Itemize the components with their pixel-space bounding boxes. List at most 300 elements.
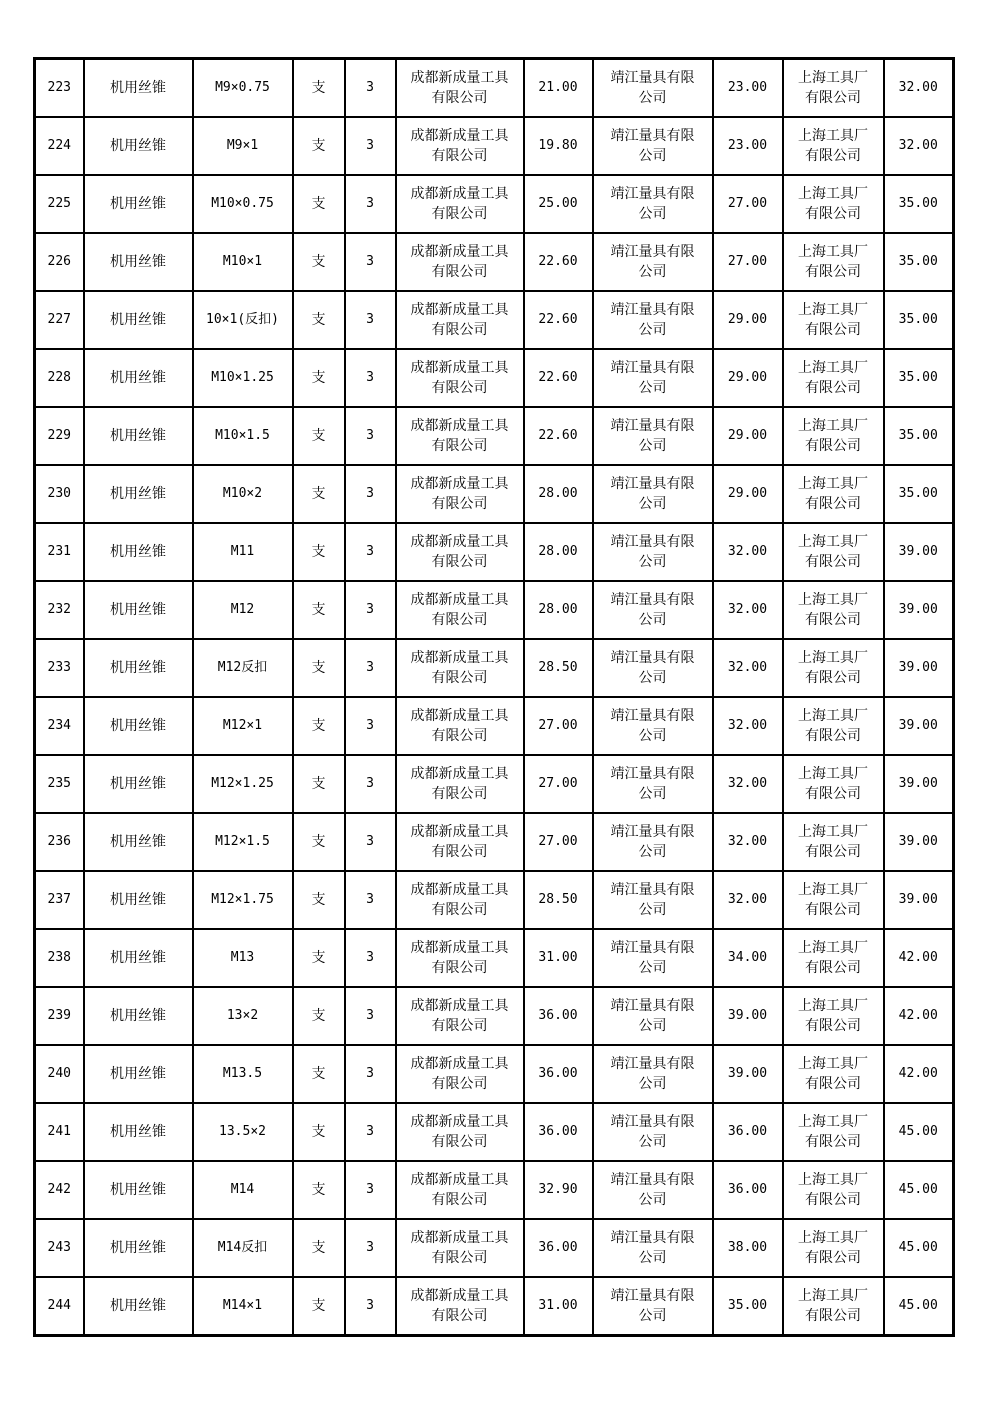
spec-cell: M14 bbox=[193, 1161, 293, 1219]
supplier-3-price-cell: 39.00 bbox=[884, 523, 954, 581]
supplier-3-line1: 上海工具厂 bbox=[798, 1056, 868, 1072]
supplier-3-price-cell: 42.00 bbox=[884, 929, 954, 987]
table-row bbox=[35, 697, 954, 755]
supplier-1-cell bbox=[396, 755, 524, 813]
supplier-2-cell bbox=[593, 1045, 713, 1103]
unit-cell: 支 bbox=[293, 697, 345, 755]
supplier-2-line2: 公司 bbox=[638, 554, 667, 570]
supplier-2-cell bbox=[593, 697, 713, 755]
spec-cell: M13 bbox=[193, 929, 293, 987]
supplier-3-cell bbox=[783, 291, 884, 349]
supplier-3-cell bbox=[783, 349, 884, 407]
supplier-1-price-cell: 31.00 bbox=[524, 929, 593, 987]
supplier-1-cell bbox=[396, 1219, 524, 1277]
supplier-2-cell bbox=[593, 871, 713, 929]
supplier-2-line2: 公司 bbox=[638, 90, 667, 106]
supplier-1-cell bbox=[396, 581, 524, 639]
supplier-1-price-cell: 22.60 bbox=[524, 407, 593, 465]
spec-cell: M9×1 bbox=[193, 117, 293, 175]
item-name-cell: 机用丝锥 bbox=[84, 1277, 193, 1336]
supplier-2-cell bbox=[593, 349, 713, 407]
supplier-2-price-cell: 38.00 bbox=[713, 1219, 783, 1277]
supplier-3-line2: 有限公司 bbox=[805, 1192, 861, 1208]
supplier-1-line1: 成都新成量工具 bbox=[410, 1056, 509, 1072]
supplier-3-cell bbox=[783, 117, 884, 175]
unit-cell: 支 bbox=[293, 465, 345, 523]
supplier-3-line2: 有限公司 bbox=[805, 438, 861, 454]
supplier-3-price-cell: 45.00 bbox=[884, 1103, 954, 1161]
supplier-2-cell bbox=[593, 1277, 713, 1336]
table-row bbox=[35, 349, 954, 407]
quantity-cell: 3 bbox=[345, 349, 396, 407]
supplier-1-cell bbox=[396, 1045, 524, 1103]
unit-cell: 支 bbox=[293, 929, 345, 987]
spec-cell: M10×1 bbox=[193, 233, 293, 291]
supplier-1-price-cell: 36.00 bbox=[524, 1045, 593, 1103]
supplier-3-line1: 上海工具厂 bbox=[798, 476, 868, 492]
supplier-3-cell bbox=[783, 871, 884, 929]
supplier-3-line1: 上海工具厂 bbox=[798, 1114, 868, 1130]
unit-cell: 支 bbox=[293, 117, 345, 175]
row-number-cell: 242 bbox=[35, 1161, 84, 1219]
supplier-1-price-cell: 27.00 bbox=[524, 813, 593, 871]
supplier-3-cell bbox=[783, 1219, 884, 1277]
spec-cell: 13×2 bbox=[193, 987, 293, 1045]
supplier-1-line1: 成都新成量工具 bbox=[410, 708, 509, 724]
supplier-3-line2: 有限公司 bbox=[805, 1250, 861, 1266]
supplier-1-line1: 成都新成量工具 bbox=[410, 1230, 509, 1246]
supplier-1-line1: 成都新成量工具 bbox=[410, 70, 509, 86]
supplier-1-line2: 有限公司 bbox=[431, 1308, 488, 1324]
supplier-1-cell bbox=[396, 1103, 524, 1161]
supplier-2-cell bbox=[593, 1103, 713, 1161]
supplier-2-line2: 公司 bbox=[638, 670, 667, 686]
supplier-2-price-cell: 29.00 bbox=[713, 407, 783, 465]
supplier-2-line2: 公司 bbox=[638, 844, 667, 860]
supplier-3-price-cell: 39.00 bbox=[884, 697, 954, 755]
quantity-cell: 3 bbox=[345, 291, 396, 349]
supplier-2-line1: 靖江量具有限 bbox=[610, 128, 695, 144]
spec-cell: M11 bbox=[193, 523, 293, 581]
supplier-1-line2: 有限公司 bbox=[431, 1134, 488, 1150]
supplier-2-line2: 公司 bbox=[638, 496, 667, 512]
unit-cell: 支 bbox=[293, 813, 345, 871]
supplier-2-line1: 靖江量具有限 bbox=[610, 650, 695, 666]
unit-cell: 支 bbox=[293, 755, 345, 813]
supplier-1-cell bbox=[396, 929, 524, 987]
supplier-1-line1: 成都新成量工具 bbox=[410, 186, 509, 202]
supplier-1-price-cell: 36.00 bbox=[524, 1103, 593, 1161]
supplier-3-line1: 上海工具厂 bbox=[798, 1172, 868, 1188]
supplier-1-price-cell: 22.60 bbox=[524, 349, 593, 407]
supplier-1-line2: 有限公司 bbox=[431, 728, 488, 744]
supplier-2-line1: 靖江量具有限 bbox=[610, 824, 695, 840]
supplier-3-cell bbox=[783, 639, 884, 697]
supplier-1-line1: 成都新成量工具 bbox=[410, 824, 509, 840]
supplier-1-line2: 有限公司 bbox=[431, 380, 488, 396]
supplier-1-line2: 有限公司 bbox=[431, 1250, 488, 1266]
supplier-1-line1: 成都新成量工具 bbox=[410, 534, 509, 550]
supplier-1-cell bbox=[396, 233, 524, 291]
supplier-1-line2: 有限公司 bbox=[431, 1018, 488, 1034]
supplier-3-line2: 有限公司 bbox=[805, 612, 861, 628]
supplier-2-cell bbox=[593, 987, 713, 1045]
supplier-1-line1: 成都新成量工具 bbox=[410, 650, 509, 666]
supplier-1-line2: 有限公司 bbox=[431, 322, 488, 338]
supplier-2-cell bbox=[593, 581, 713, 639]
quantity-cell: 3 bbox=[345, 1045, 396, 1103]
supplier-2-price-cell: 23.00 bbox=[713, 59, 783, 118]
unit-cell: 支 bbox=[293, 1103, 345, 1161]
supplier-3-cell bbox=[783, 233, 884, 291]
supplier-1-cell bbox=[396, 59, 524, 118]
supplier-2-line2: 公司 bbox=[638, 612, 667, 628]
supplier-2-price-cell: 32.00 bbox=[713, 871, 783, 929]
table-row bbox=[35, 1277, 954, 1336]
quantity-cell: 3 bbox=[345, 523, 396, 581]
item-name-cell: 机用丝锥 bbox=[84, 1161, 193, 1219]
supplier-3-cell bbox=[783, 407, 884, 465]
item-name-cell: 机用丝锥 bbox=[84, 755, 193, 813]
supplier-3-line2: 有限公司 bbox=[805, 1134, 861, 1150]
quantity-cell: 3 bbox=[345, 117, 396, 175]
row-number-cell: 223 bbox=[35, 59, 84, 118]
item-name-cell: 机用丝锥 bbox=[84, 523, 193, 581]
row-number-cell: 243 bbox=[35, 1219, 84, 1277]
supplier-2-line1: 靖江量具有限 bbox=[610, 360, 695, 376]
supplier-1-line2: 有限公司 bbox=[431, 1076, 488, 1092]
supplier-2-price-cell: 32.00 bbox=[713, 813, 783, 871]
supplier-3-cell bbox=[783, 465, 884, 523]
spec-cell: M12×1.5 bbox=[193, 813, 293, 871]
item-name-cell: 机用丝锥 bbox=[84, 291, 193, 349]
supplier-3-price-cell: 35.00 bbox=[884, 233, 954, 291]
supplier-1-line2: 有限公司 bbox=[431, 264, 488, 280]
unit-cell: 支 bbox=[293, 349, 345, 407]
quantity-cell: 3 bbox=[345, 1277, 396, 1336]
item-name-cell: 机用丝锥 bbox=[84, 465, 193, 523]
supplier-1-line1: 成都新成量工具 bbox=[410, 1114, 509, 1130]
supplier-2-cell bbox=[593, 813, 713, 871]
supplier-2-line1: 靖江量具有限 bbox=[610, 302, 695, 318]
supplier-1-price-cell: 27.00 bbox=[524, 697, 593, 755]
item-name-cell: 机用丝锥 bbox=[84, 1103, 193, 1161]
supplier-3-line2: 有限公司 bbox=[805, 844, 861, 860]
supplier-2-line2: 公司 bbox=[638, 960, 667, 976]
supplier-2-cell bbox=[593, 117, 713, 175]
row-number-cell: 239 bbox=[35, 987, 84, 1045]
spec-cell: M14反扣 bbox=[193, 1219, 293, 1277]
supplier-1-cell bbox=[396, 639, 524, 697]
quantity-cell: 3 bbox=[345, 755, 396, 813]
supplier-2-line1: 靖江量具有限 bbox=[610, 1288, 695, 1304]
quantity-cell: 3 bbox=[345, 813, 396, 871]
supplier-2-line2: 公司 bbox=[638, 380, 667, 396]
table-row bbox=[35, 523, 954, 581]
supplier-2-cell bbox=[593, 175, 713, 233]
supplier-1-cell bbox=[396, 291, 524, 349]
supplier-1-line2: 有限公司 bbox=[431, 438, 488, 454]
spec-cell: M9×0.75 bbox=[193, 59, 293, 118]
row-number-cell: 228 bbox=[35, 349, 84, 407]
supplier-3-line2: 有限公司 bbox=[805, 786, 861, 802]
supplier-2-cell bbox=[593, 1161, 713, 1219]
supplier-3-cell bbox=[783, 929, 884, 987]
supplier-1-cell bbox=[396, 117, 524, 175]
supplier-2-cell bbox=[593, 929, 713, 987]
supplier-2-line1: 靖江量具有限 bbox=[610, 1230, 695, 1246]
supplier-1-price-cell: 32.90 bbox=[524, 1161, 593, 1219]
supplier-3-price-cell: 35.00 bbox=[884, 291, 954, 349]
supplier-3-cell bbox=[783, 175, 884, 233]
supplier-1-line1: 成都新成量工具 bbox=[410, 882, 509, 898]
quantity-cell: 3 bbox=[345, 929, 396, 987]
supplier-1-line2: 有限公司 bbox=[431, 844, 488, 860]
supplier-2-line2: 公司 bbox=[638, 438, 667, 454]
supplier-2-line1: 靖江量具有限 bbox=[610, 1056, 695, 1072]
spec-cell: M10×1.5 bbox=[193, 407, 293, 465]
supplier-2-line2: 公司 bbox=[638, 206, 667, 222]
supplier-1-cell bbox=[396, 1161, 524, 1219]
supplier-2-cell bbox=[593, 1219, 713, 1277]
unit-cell: 支 bbox=[293, 407, 345, 465]
supplier-3-price-cell: 35.00 bbox=[884, 465, 954, 523]
supplier-1-line2: 有限公司 bbox=[431, 612, 488, 628]
supplier-3-line2: 有限公司 bbox=[805, 264, 861, 280]
supplier-3-line2: 有限公司 bbox=[805, 960, 861, 976]
table-row bbox=[35, 1103, 954, 1161]
row-number-cell: 235 bbox=[35, 755, 84, 813]
supplier-1-line1: 成都新成量工具 bbox=[410, 302, 509, 318]
supplier-2-price-cell: 34.00 bbox=[713, 929, 783, 987]
spec-cell: M13.5 bbox=[193, 1045, 293, 1103]
supplier-2-price-cell: 32.00 bbox=[713, 523, 783, 581]
supplier-1-cell bbox=[396, 1277, 524, 1336]
supplier-2-line1: 靖江量具有限 bbox=[610, 1114, 695, 1130]
quantity-cell: 3 bbox=[345, 871, 396, 929]
supplier-1-line2: 有限公司 bbox=[431, 960, 488, 976]
supplier-3-line2: 有限公司 bbox=[805, 206, 861, 222]
spec-cell: M12×1 bbox=[193, 697, 293, 755]
supplier-1-line2: 有限公司 bbox=[431, 1192, 488, 1208]
supplier-3-line2: 有限公司 bbox=[805, 902, 861, 918]
spec-cell: 13.5×2 bbox=[193, 1103, 293, 1161]
supplier-2-price-cell: 35.00 bbox=[713, 1277, 783, 1336]
supplier-2-line1: 靖江量具有限 bbox=[610, 70, 695, 86]
supplier-1-cell bbox=[396, 523, 524, 581]
row-number-cell: 233 bbox=[35, 639, 84, 697]
supplier-3-price-cell: 45.00 bbox=[884, 1161, 954, 1219]
supplier-2-price-cell: 32.00 bbox=[713, 639, 783, 697]
spec-cell: M12×1.25 bbox=[193, 755, 293, 813]
supplier-2-price-cell: 29.00 bbox=[713, 291, 783, 349]
table-row bbox=[35, 59, 954, 118]
supplier-2-line1: 靖江量具有限 bbox=[610, 708, 695, 724]
supplier-1-line2: 有限公司 bbox=[431, 902, 488, 918]
quantity-cell: 3 bbox=[345, 1103, 396, 1161]
unit-cell: 支 bbox=[293, 59, 345, 118]
supplier-2-line1: 靖江量具有限 bbox=[610, 766, 695, 782]
supplier-1-price-cell: 22.60 bbox=[524, 291, 593, 349]
supplier-1-cell bbox=[396, 349, 524, 407]
supplier-2-line1: 靖江量具有限 bbox=[610, 244, 695, 260]
supplier-3-cell bbox=[783, 813, 884, 871]
supplier-3-line2: 有限公司 bbox=[805, 670, 861, 686]
supplier-1-price-cell: 28.00 bbox=[524, 465, 593, 523]
supplier-3-line1: 上海工具厂 bbox=[798, 766, 868, 782]
supplier-3-price-cell: 35.00 bbox=[884, 407, 954, 465]
supplier-2-price-cell: 29.00 bbox=[713, 465, 783, 523]
unit-cell: 支 bbox=[293, 581, 345, 639]
row-number-cell: 237 bbox=[35, 871, 84, 929]
supplier-2-price-cell: 32.00 bbox=[713, 697, 783, 755]
table-row bbox=[35, 581, 954, 639]
supplier-1-cell bbox=[396, 697, 524, 755]
supplier-3-cell bbox=[783, 523, 884, 581]
supplier-2-line1: 靖江量具有限 bbox=[610, 592, 695, 608]
supplier-3-line2: 有限公司 bbox=[805, 728, 861, 744]
table-row bbox=[35, 755, 954, 813]
supplier-1-price-cell: 27.00 bbox=[524, 755, 593, 813]
item-name-cell: 机用丝锥 bbox=[84, 697, 193, 755]
row-number-cell: 240 bbox=[35, 1045, 84, 1103]
supplier-1-line2: 有限公司 bbox=[431, 148, 488, 164]
supplier-3-cell bbox=[783, 59, 884, 118]
supplier-1-price-cell: 21.00 bbox=[524, 59, 593, 118]
supplier-2-cell bbox=[593, 755, 713, 813]
spec-cell: M10×0.75 bbox=[193, 175, 293, 233]
spec-cell: M14×1 bbox=[193, 1277, 293, 1336]
table-row bbox=[35, 1045, 954, 1103]
supplier-2-price-cell: 27.00 bbox=[713, 233, 783, 291]
item-name-cell: 机用丝锥 bbox=[84, 871, 193, 929]
supplier-3-line1: 上海工具厂 bbox=[798, 998, 868, 1014]
row-number-cell: 230 bbox=[35, 465, 84, 523]
supplier-3-line1: 上海工具厂 bbox=[798, 592, 868, 608]
supplier-1-line1: 成都新成量工具 bbox=[410, 1288, 509, 1304]
item-name-cell: 机用丝锥 bbox=[84, 639, 193, 697]
table-row bbox=[35, 813, 954, 871]
supplier-3-price-cell: 45.00 bbox=[884, 1219, 954, 1277]
supplier-3-price-cell: 39.00 bbox=[884, 581, 954, 639]
supplier-1-price-cell: 28.50 bbox=[524, 639, 593, 697]
supplier-1-price-cell: 28.50 bbox=[524, 871, 593, 929]
supplier-3-cell bbox=[783, 1161, 884, 1219]
supplier-1-price-cell: 36.00 bbox=[524, 987, 593, 1045]
supplier-1-line2: 有限公司 bbox=[431, 90, 488, 106]
supplier-3-line1: 上海工具厂 bbox=[798, 128, 868, 144]
supplier-2-line2: 公司 bbox=[638, 728, 667, 744]
supplier-1-cell bbox=[396, 871, 524, 929]
quantity-cell: 3 bbox=[345, 581, 396, 639]
spec-cell: M12 bbox=[193, 581, 293, 639]
supplier-3-line2: 有限公司 bbox=[805, 1018, 861, 1034]
supplier-2-line2: 公司 bbox=[638, 322, 667, 338]
supplier-3-line2: 有限公司 bbox=[805, 1076, 861, 1092]
table-row bbox=[35, 639, 954, 697]
supplier-2-price-cell: 29.00 bbox=[713, 349, 783, 407]
supplier-2-line2: 公司 bbox=[638, 1192, 667, 1208]
row-number-cell: 232 bbox=[35, 581, 84, 639]
table-row bbox=[35, 233, 954, 291]
row-number-cell: 236 bbox=[35, 813, 84, 871]
supplier-1-line1: 成都新成量工具 bbox=[410, 592, 509, 608]
supplier-2-price-cell: 23.00 bbox=[713, 117, 783, 175]
item-name-cell: 机用丝锥 bbox=[84, 1219, 193, 1277]
supplier-3-cell bbox=[783, 1103, 884, 1161]
table-row bbox=[35, 175, 954, 233]
supplier-3-line1: 上海工具厂 bbox=[798, 418, 868, 434]
supplier-2-cell bbox=[593, 639, 713, 697]
item-name-cell: 机用丝锥 bbox=[84, 1045, 193, 1103]
price-comparison-table bbox=[33, 57, 955, 1337]
item-name-cell: 机用丝锥 bbox=[84, 233, 193, 291]
supplier-1-price-cell: 22.60 bbox=[524, 233, 593, 291]
supplier-1-line1: 成都新成量工具 bbox=[410, 766, 509, 782]
supplier-3-price-cell: 39.00 bbox=[884, 813, 954, 871]
supplier-3-line1: 上海工具厂 bbox=[798, 824, 868, 840]
supplier-2-line2: 公司 bbox=[638, 148, 667, 164]
supplier-1-line1: 成都新成量工具 bbox=[410, 998, 509, 1014]
supplier-3-line2: 有限公司 bbox=[805, 1308, 861, 1324]
supplier-2-line2: 公司 bbox=[638, 1250, 667, 1266]
supplier-1-line2: 有限公司 bbox=[431, 554, 488, 570]
supplier-2-line2: 公司 bbox=[638, 1134, 667, 1150]
supplier-3-price-cell: 39.00 bbox=[884, 639, 954, 697]
row-number-cell: 225 bbox=[35, 175, 84, 233]
unit-cell: 支 bbox=[293, 1219, 345, 1277]
supplier-2-cell bbox=[593, 523, 713, 581]
supplier-3-price-cell: 42.00 bbox=[884, 987, 954, 1045]
table-row bbox=[35, 871, 954, 929]
row-number-cell: 244 bbox=[35, 1277, 84, 1336]
supplier-3-cell bbox=[783, 1045, 884, 1103]
table-row bbox=[35, 1161, 954, 1219]
row-number-cell: 238 bbox=[35, 929, 84, 987]
table-row bbox=[35, 117, 954, 175]
item-name-cell: 机用丝锥 bbox=[84, 581, 193, 639]
table-row bbox=[35, 291, 954, 349]
supplier-2-price-cell: 27.00 bbox=[713, 175, 783, 233]
supplier-3-line1: 上海工具厂 bbox=[798, 302, 868, 318]
supplier-1-price-cell: 19.80 bbox=[524, 117, 593, 175]
supplier-2-line1: 靖江量具有限 bbox=[610, 998, 695, 1014]
supplier-3-line2: 有限公司 bbox=[805, 496, 861, 512]
supplier-3-cell bbox=[783, 581, 884, 639]
supplier-3-price-cell: 45.00 bbox=[884, 1277, 954, 1336]
quantity-cell: 3 bbox=[345, 987, 396, 1045]
supplier-1-line1: 成都新成量工具 bbox=[410, 418, 509, 434]
supplier-3-price-cell: 35.00 bbox=[884, 175, 954, 233]
quantity-cell: 3 bbox=[345, 1161, 396, 1219]
supplier-2-cell bbox=[593, 233, 713, 291]
unit-cell: 支 bbox=[293, 291, 345, 349]
supplier-3-line2: 有限公司 bbox=[805, 90, 861, 106]
supplier-2-price-cell: 32.00 bbox=[713, 755, 783, 813]
supplier-3-price-cell: 39.00 bbox=[884, 755, 954, 813]
supplier-2-line2: 公司 bbox=[638, 786, 667, 802]
table-body bbox=[35, 59, 954, 1336]
supplier-1-price-cell: 36.00 bbox=[524, 1219, 593, 1277]
supplier-2-price-cell: 36.00 bbox=[713, 1161, 783, 1219]
table-row bbox=[35, 987, 954, 1045]
quantity-cell: 3 bbox=[345, 59, 396, 118]
item-name-cell: 机用丝锥 bbox=[84, 59, 193, 118]
spec-cell: M10×1.25 bbox=[193, 349, 293, 407]
supplier-1-price-cell: 25.00 bbox=[524, 175, 593, 233]
item-name-cell: 机用丝锥 bbox=[84, 175, 193, 233]
quantity-cell: 3 bbox=[345, 233, 396, 291]
